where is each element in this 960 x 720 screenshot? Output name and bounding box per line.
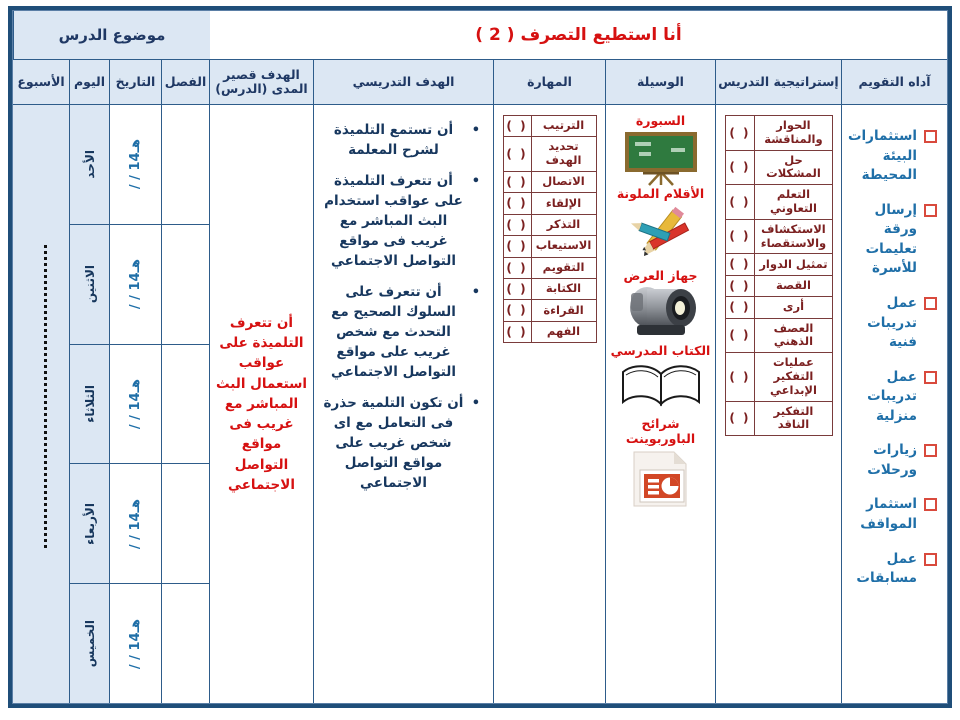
day-label: الأحد xyxy=(82,150,97,179)
strategy-row[interactable] xyxy=(725,318,832,353)
strategy-row-checkbox[interactable]: ( ) xyxy=(725,254,755,275)
lesson-plan-sheet xyxy=(8,6,952,708)
skill-row[interactable] xyxy=(503,116,596,137)
assessment-item[interactable] xyxy=(850,368,937,427)
media-item-blackboard xyxy=(606,113,715,186)
media-item-textbook xyxy=(606,343,715,416)
date-cell[interactable] xyxy=(110,105,161,225)
skill-row-label: الإلقاء xyxy=(531,193,596,214)
strategy-row-label: التعلم التعاوني xyxy=(755,185,832,220)
skill-row-checkbox[interactable]: ( ) xyxy=(503,171,531,192)
lesson-topic-cell xyxy=(13,11,210,59)
skill-row[interactable] xyxy=(503,257,596,278)
date-value: / / 14هـ xyxy=(128,498,143,549)
strategy-row-checkbox[interactable]: ( ) xyxy=(725,185,755,220)
date-value: / / 14هـ xyxy=(128,259,143,310)
column-header-short-goal: الهدف قصير المدى (الدرس) xyxy=(209,60,313,104)
media-label-powerpoint: شرائح الباوربوينت xyxy=(625,415,696,447)
strategy-cell xyxy=(715,105,841,703)
title-band xyxy=(13,11,947,60)
date-cell[interactable] xyxy=(110,464,161,584)
assessment-label: عمل تدريبات فنية xyxy=(867,294,917,351)
blackboard-icon xyxy=(619,130,703,186)
strategy-row-checkbox[interactable]: ( ) xyxy=(725,318,755,353)
date-value: / / 14هـ xyxy=(128,139,143,190)
media-label-textbook: الكتاب المدرسي xyxy=(610,342,711,358)
strategy-row-checkbox[interactable]: ( ) xyxy=(725,150,755,185)
skill-row[interactable] xyxy=(503,214,596,235)
day-label: الخميس xyxy=(82,619,97,668)
media-label-colored-pens: الأقلام الملونة xyxy=(616,185,705,201)
week-dotted-fill-line[interactable] xyxy=(44,245,47,548)
column-header-assessment: آداه التقويم xyxy=(841,60,947,104)
skill-row[interactable] xyxy=(503,278,596,299)
short-goal-text: أن تتعرف التلميذة على عواقب استعمال البث المباشر مع غريب فى مواقع التواصل الاجتماعي xyxy=(215,314,308,493)
strategy-row-label: الحوار والمناقشة xyxy=(755,116,832,151)
skill-row-checkbox[interactable]: ( ) xyxy=(503,214,531,235)
skill-row-checkbox[interactable]: ( ) xyxy=(503,300,531,321)
day-label: الاثنين xyxy=(82,265,97,304)
strategy-row-label: عمليات التفكير الإبداعي xyxy=(755,353,832,401)
column-header-skill: المهارة xyxy=(493,60,605,104)
skill-row-checkbox[interactable]: ( ) xyxy=(503,193,531,214)
assessment-label: استثمار المواقف xyxy=(860,496,917,532)
skill-row-label: تحديد الهدف xyxy=(531,137,596,172)
skill-row-checkbox[interactable]: ( ) xyxy=(503,236,531,257)
short-goal-cell xyxy=(209,105,313,703)
skill-row[interactable] xyxy=(503,137,596,172)
skill-row-label: الكتابة xyxy=(531,278,596,299)
skill-row-checkbox[interactable]: ( ) xyxy=(503,137,531,172)
assessment-checkbox[interactable] xyxy=(924,130,937,143)
media-label-blackboard: السبورة xyxy=(635,113,686,128)
assessment-label: إرسال ورقة تعليمات للأسرة xyxy=(865,201,917,277)
strategy-row-checkbox[interactable]: ( ) xyxy=(725,219,755,254)
assessment-label: عمل تدريبات منزلية xyxy=(867,368,917,424)
day-label: الأربعاء xyxy=(82,502,97,545)
table-body-row xyxy=(13,105,947,703)
column-header-date: التاريخ xyxy=(109,60,161,104)
assessment-checkbox[interactable] xyxy=(924,553,937,566)
strategy-row-label: التفكير الناقد xyxy=(755,401,832,436)
day-cell[interactable] xyxy=(70,584,109,703)
strategy-row-label: الاستكشاف والاستقصاء xyxy=(755,219,832,254)
objective-item: • أن تتعرف التلميذة على عواقب استخدام البث المباشر مع غريب فى مواقع التواصل الاجتماعي xyxy=(322,172,465,272)
lesson-topic-label: موضوع الدرس xyxy=(58,26,166,44)
day-label: الثلاثاء xyxy=(82,385,97,423)
skill-row-label: القراءة xyxy=(531,300,596,321)
strategy-row-checkbox[interactable]: ( ) xyxy=(725,401,755,436)
column-header-row xyxy=(13,60,947,105)
media-item-powerpoint xyxy=(606,416,715,512)
skill-row-checkbox[interactable]: ( ) xyxy=(503,278,531,299)
lesson-title-cell xyxy=(210,11,947,59)
skill-row[interactable] xyxy=(503,171,596,192)
strategy-row[interactable] xyxy=(725,297,832,318)
assessment-label: استثمارات البيئة المحيطة xyxy=(847,128,917,184)
strategy-row-checkbox[interactable]: ( ) xyxy=(725,353,755,401)
column-header-media: الوسيلة xyxy=(605,60,715,104)
strategy-row[interactable] xyxy=(725,353,832,401)
powerpoint-icon xyxy=(624,448,698,512)
assessment-item[interactable] xyxy=(850,201,937,279)
objective-item: • أن تستمع التلميذة لشرح المعلمة xyxy=(322,121,465,161)
strategy-row[interactable] xyxy=(725,150,832,185)
projector-icon xyxy=(617,285,705,343)
strategy-row[interactable] xyxy=(725,401,832,436)
date-value: / / 14هـ xyxy=(128,378,143,430)
objective-cell xyxy=(313,105,493,703)
assessment-label: عمل مسابقات xyxy=(856,550,917,587)
day-cell[interactable] xyxy=(70,345,109,465)
lesson-title: أنا استطيع التصرف ( 2 ) xyxy=(475,25,682,45)
strategy-row-label: تمثيل الدوار xyxy=(755,254,832,275)
assessment-checkbox[interactable] xyxy=(924,297,937,310)
assessment-item[interactable] xyxy=(850,441,937,480)
assessment-item[interactable] xyxy=(847,127,937,186)
assessment-item[interactable] xyxy=(850,294,937,353)
date-cell[interactable] xyxy=(110,584,161,703)
assessment-cell xyxy=(841,105,947,703)
objective-item: • أن تتعرف على السلوك الصحيح مع التحدث مع شخص غريب على مواقع التواصل الاجتماعي xyxy=(322,283,465,383)
media-item-projector xyxy=(606,268,715,343)
assessment-list xyxy=(847,127,937,589)
strategy-row[interactable] xyxy=(725,275,832,296)
assessment-checkbox[interactable] xyxy=(924,371,937,384)
strategy-row[interactable] xyxy=(725,219,832,254)
day-cell[interactable] xyxy=(70,225,109,345)
class-cell[interactable] xyxy=(162,225,209,345)
strategy-table xyxy=(725,115,833,436)
skill-cell xyxy=(493,105,605,703)
assessment-checkbox[interactable] xyxy=(924,498,937,511)
assessment-item[interactable] xyxy=(850,550,937,589)
skill-row[interactable] xyxy=(503,193,596,214)
skill-table xyxy=(503,115,597,343)
class-cell[interactable] xyxy=(162,584,209,703)
date-cell[interactable] xyxy=(110,225,161,345)
skill-row-checkbox[interactable]: ( ) xyxy=(503,116,531,137)
assessment-label: زيارات ورحلات xyxy=(867,442,917,478)
class-cell[interactable] xyxy=(162,345,209,465)
week-column xyxy=(13,105,69,703)
column-header-class: الفصل xyxy=(161,60,209,104)
column-header-week: الأسبوع xyxy=(17,73,65,89)
strategy-row-checkbox[interactable]: ( ) xyxy=(725,275,755,296)
class-cell[interactable] xyxy=(162,464,209,584)
class-cell[interactable] xyxy=(162,105,209,225)
column-header-objective: الهدف التدريسي xyxy=(313,60,493,104)
media-cell xyxy=(605,105,715,703)
strategy-row-checkbox[interactable]: ( ) xyxy=(725,297,755,318)
column-header-strategy: إستراتيجية التدريس xyxy=(715,60,841,104)
sheet-inner-frame xyxy=(12,10,948,704)
skill-row[interactable] xyxy=(503,300,596,321)
assessment-checkbox[interactable] xyxy=(924,444,937,457)
objective-item: • أن تكون التلمية حذرة فى التعامل مع اى شخص غريب على مواقع التواصل الاجتماعي xyxy=(322,394,465,494)
skill-row[interactable] xyxy=(503,321,596,342)
day-cell[interactable] xyxy=(70,105,109,225)
media-label-projector: جهاز العرض xyxy=(623,268,698,284)
strategy-row-label: القصة xyxy=(755,275,832,296)
strategy-row[interactable] xyxy=(725,116,832,151)
skill-row-checkbox[interactable]: ( ) xyxy=(503,257,531,278)
day-column xyxy=(69,105,109,703)
media-item-colored-pens xyxy=(606,186,715,269)
strategy-row-label: أرى xyxy=(755,297,832,318)
colored-pens-icon xyxy=(619,202,703,268)
assessment-checkbox[interactable] xyxy=(924,204,937,217)
column-header-day: اليوم xyxy=(69,60,109,104)
class-column xyxy=(161,105,209,703)
strategy-row-checkbox[interactable]: ( ) xyxy=(725,116,755,151)
strategy-row-label: العصف الذهني xyxy=(755,318,832,353)
skill-row-label: الاستيعاب xyxy=(531,236,596,257)
skill-row-label: الاتصال xyxy=(531,171,596,192)
skill-row-label: التقويم xyxy=(531,257,596,278)
objective-list xyxy=(322,121,483,493)
date-value: / / 14هـ xyxy=(128,618,143,669)
day-cell[interactable] xyxy=(70,464,109,584)
skill-row-label: الفهم xyxy=(531,321,596,342)
date-cell[interactable] xyxy=(110,345,161,465)
skill-row-label: التذكر xyxy=(531,214,596,235)
strategy-row-label: حل المشكلات xyxy=(755,150,832,185)
strategy-row[interactable] xyxy=(725,254,832,275)
assessment-item[interactable] xyxy=(850,495,937,534)
skill-row-checkbox[interactable]: ( ) xyxy=(503,321,531,342)
open-book-icon xyxy=(617,360,705,416)
skill-row[interactable] xyxy=(503,236,596,257)
skill-row-label: الترتيب xyxy=(531,116,596,137)
strategy-row[interactable] xyxy=(725,185,832,220)
date-column xyxy=(109,105,161,703)
